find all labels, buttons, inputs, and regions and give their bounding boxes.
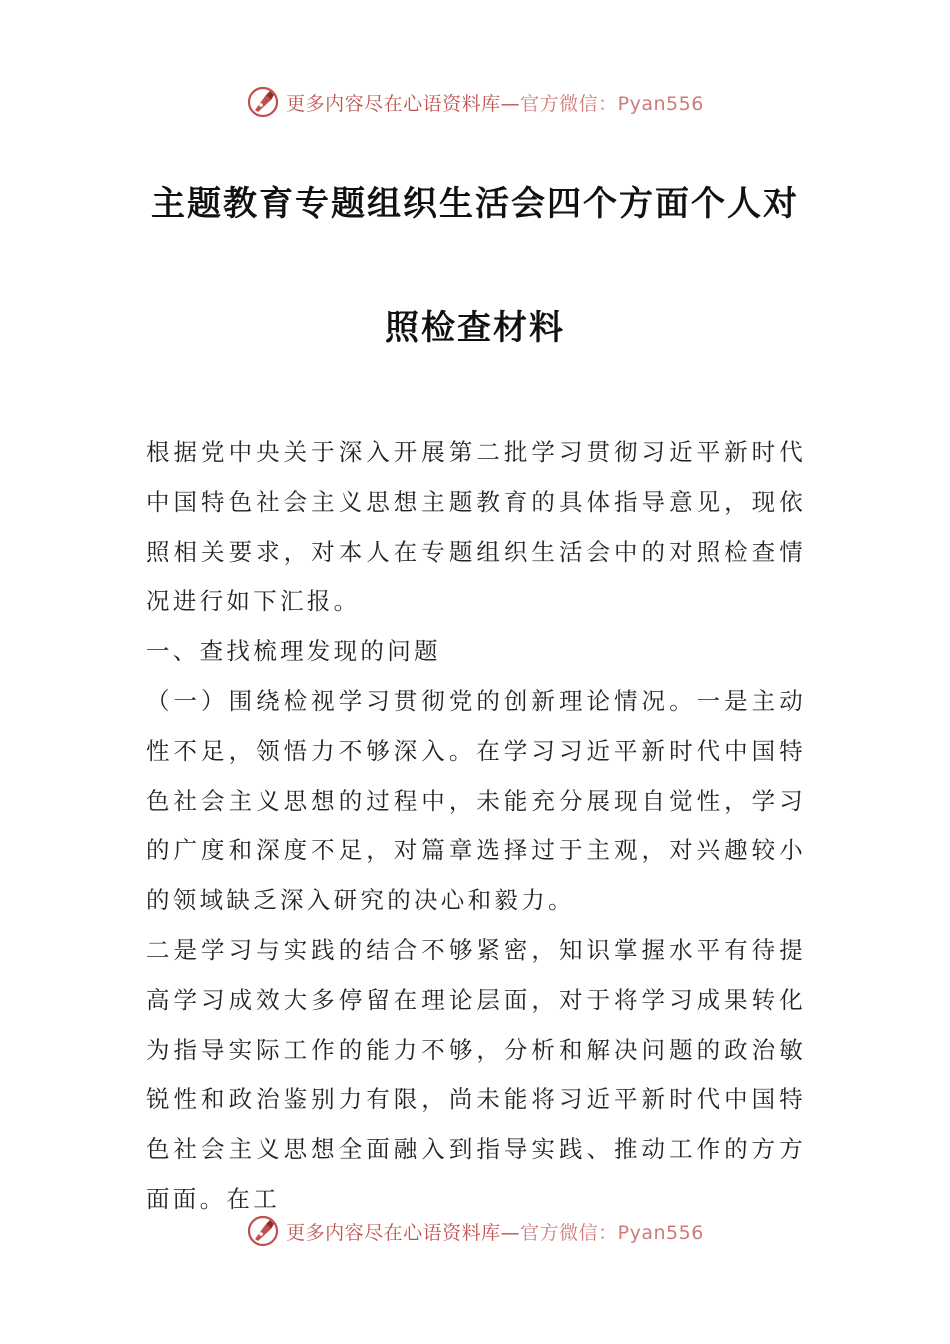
document-title-line-2: 照检查材料 [385,308,565,348]
watermark-text: 更多内容尽在心语资料库—官方微信：Pyan556 [286,92,704,115]
paragraph-item-1: （一）围绕检视学习贯彻党的创新理论情况。一是主动性不足，领悟力不够深入。在学习习近平新时代中国特色社会主义思想的过程中，未能充分展现自觉性，学习的广度和深度不足，对篇章选择过于主观，对兴趣较小的领域缺乏深入研究的决心和毅力。 [146,686,806,915]
section-heading: 一、查找梳理发现的问题 [146,637,441,666]
watermark-text: 更多内容尽在心语资料库—官方微信：Pyan556 [286,1221,704,1244]
pen-nib-logo-icon [246,85,280,119]
pen-nib-logo-icon [246,1214,280,1248]
paragraph-intro: 根据党中央关于深入开展第二批学习贯彻习近平新时代中国特色社会主义思想主题教育的具体指导意见，现依照相关要求，对本人在专题组织生活会中的对照检查情况进行如下汇报。 [146,438,806,616]
document-title-line-1: 主题教育专题组织生活会四个方面个人对 [151,184,799,224]
footer-watermark-banner [0,1211,950,1251]
paragraph-item-2: 二是学习与实践的结合不够紧密，知识掌握水平有待提高学习成效大多停留在理论层面，对于将学习成果转化为指导实际工作的能力不够，分析和解决问题的政治敏锐性和政治鉴别力有限，尚未能将习近平新时代中国特色社会主义思想全面融入到指导实践、推动工作的方方面面。在工 [146,935,806,1213]
header-watermark-banner [0,82,950,122]
document-body [146,428,806,1225]
